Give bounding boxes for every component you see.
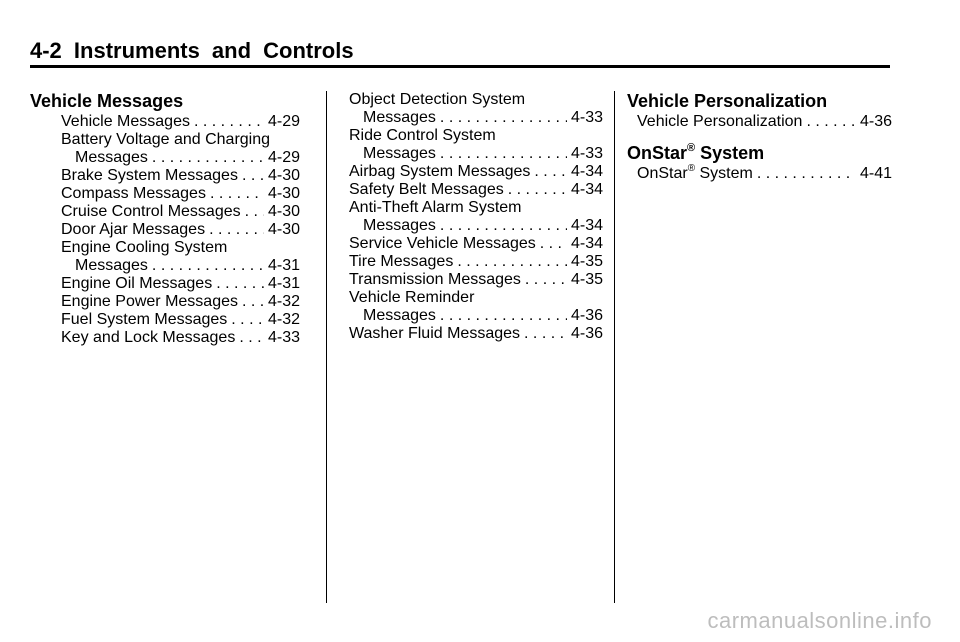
toc-entry[interactable] — [349, 109, 603, 127]
header-rule — [30, 65, 890, 68]
toc-entry-page: 4-30 — [267, 185, 300, 202]
toc-entry-page: 4-34 — [570, 235, 603, 252]
toc-entry[interactable] — [349, 181, 603, 199]
column-divider-2 — [614, 91, 615, 603]
label-text-rest: System — [695, 165, 753, 182]
toc-entry-page: 4-30 — [267, 203, 300, 220]
dot-leader — [194, 113, 264, 131]
label-text: OnStar — [637, 165, 688, 182]
toc-entry[interactable] — [61, 293, 300, 311]
toc-entry-label: Messages — [75, 149, 148, 166]
dot-leader — [210, 185, 264, 203]
toc-column-1 — [30, 91, 300, 347]
toc-entry-page: 4-41 — [859, 165, 892, 182]
toc-entry-label: Cruise Control Messages — [61, 203, 241, 220]
toc-entry[interactable] — [61, 113, 300, 131]
dot-leader — [457, 253, 567, 271]
dot-leader — [440, 145, 567, 163]
toc-entry-label-line1: Vehicle Reminder — [349, 289, 475, 306]
toc-entry-label: Safety Belt Messages — [349, 181, 504, 198]
dot-leader — [239, 329, 264, 347]
toc-entry-label: Brake System Messages — [61, 167, 238, 184]
dot-leader — [540, 235, 567, 253]
toc-entry-label — [637, 162, 753, 183]
toc-entry[interactable] — [61, 311, 300, 329]
toc-entry-page: 4-33 — [570, 145, 603, 162]
toc-entry-label: Engine Power Messages — [61, 293, 238, 310]
dot-leader — [508, 181, 567, 199]
toc-entry[interactable] — [349, 163, 603, 181]
toc-entry-page: 4-33 — [570, 109, 603, 126]
watermark: carmanualsonline.info — [707, 608, 932, 633]
toc-list-vehicle-messages — [61, 113, 300, 347]
toc-column-2 — [349, 91, 603, 343]
dot-leader — [440, 307, 567, 325]
dot-leader — [216, 275, 264, 293]
toc-entry-label: Key and Lock Messages — [61, 329, 236, 346]
toc-entry[interactable] — [349, 253, 603, 271]
dot-leader — [209, 221, 264, 239]
toc-entry[interactable] — [61, 221, 300, 239]
toc-entry-page: 4-30 — [267, 221, 300, 238]
toc-entry[interactable] — [637, 162, 892, 183]
toc-entry[interactable] — [349, 217, 603, 235]
toc-entry-page: 4-35 — [570, 253, 603, 270]
toc-entry-label-line1: Battery Voltage and Charging — [61, 131, 271, 148]
toc-entry-page: 4-36 — [570, 307, 603, 324]
toc-entry-page: 4-29 — [267, 113, 300, 130]
toc-entry-page: 4-29 — [267, 149, 300, 166]
toc-entry-label: Messages — [363, 217, 436, 234]
dot-leader — [534, 163, 567, 181]
toc-entry-page: 4-32 — [267, 293, 300, 310]
toc-list-onstar-system — [637, 162, 892, 183]
section-heading-onstar-system — [627, 143, 892, 164]
dot-leader — [242, 167, 264, 185]
toc-entry-label: Fuel System Messages — [61, 311, 228, 328]
dot-leader — [231, 311, 264, 329]
toc-entry-page: 4-36 — [570, 325, 603, 342]
toc-entry-label: Transmission Messages — [349, 271, 521, 288]
toc-entry-label: Messages — [75, 257, 148, 274]
section-heading-vehicle-personalization: Vehicle Personalization — [627, 91, 828, 111]
dot-leader — [152, 257, 264, 275]
toc-entry-label: Tire Messages — [349, 253, 454, 270]
toc-entry[interactable] — [61, 167, 300, 185]
toc-entry-label-line1: Anti-Theft Alarm System — [349, 199, 522, 216]
toc-entry-page: 4-34 — [570, 163, 603, 180]
dot-leader — [152, 149, 264, 167]
column-divider-1 — [326, 91, 327, 603]
registered-mark: ® — [687, 142, 696, 154]
dot-leader — [525, 271, 567, 289]
dot-leader — [757, 165, 856, 183]
toc-entry-label: Service Vehicle Messages — [349, 235, 536, 252]
toc-entry-label-line1: Ride Control System — [349, 127, 496, 144]
toc-entry-page: 4-31 — [267, 275, 300, 292]
toc-entry-page: 4-36 — [859, 113, 892, 130]
dot-leader — [242, 293, 264, 311]
dot-leader — [245, 203, 264, 221]
toc-entry-page: 4-30 — [267, 167, 300, 184]
toc-entry-page: 4-35 — [570, 271, 603, 288]
toc-entry[interactable] — [61, 185, 300, 203]
toc-entry[interactable] — [61, 329, 300, 347]
toc-entry[interactable] — [349, 307, 603, 325]
toc-entry[interactable] — [349, 271, 603, 289]
heading-text-rest: System — [695, 143, 765, 163]
toc-entry-label: Airbag System Messages — [349, 163, 531, 180]
toc-entry[interactable] — [61, 203, 300, 221]
toc-entry[interactable] — [61, 257, 300, 275]
toc-entry-label: Engine Oil Messages — [61, 275, 213, 292]
heading-text: OnStar — [627, 143, 688, 163]
toc-entry[interactable] — [349, 235, 603, 253]
registered-mark: ® — [687, 162, 696, 174]
dot-leader — [440, 217, 567, 235]
toc-entry-label-line1: Object Detection System — [349, 91, 526, 108]
toc-entry[interactable] — [349, 325, 603, 343]
toc-entry-label: Washer Fluid Messages — [349, 325, 521, 342]
dot-leader — [524, 325, 567, 343]
section-heading-vehicle-messages: Vehicle Messages — [30, 91, 184, 111]
toc-entry-page: 4-33 — [267, 329, 300, 346]
toc-entry-label: Door Ajar Messages — [61, 221, 206, 238]
toc-entry[interactable] — [61, 275, 300, 293]
dot-leader — [806, 113, 856, 131]
toc-entry-label-line1: Engine Cooling System — [61, 239, 228, 256]
toc-entry-page: 4-31 — [267, 257, 300, 274]
toc-entry-label: Compass Messages — [61, 185, 206, 202]
toc-entry-label: Messages — [363, 109, 436, 126]
toc-list-vehicle-personalization — [637, 113, 892, 131]
toc-entry[interactable] — [349, 145, 603, 163]
toc-entry-label: Messages — [363, 307, 436, 324]
toc-entry-page: 4-34 — [570, 217, 603, 234]
toc-column-3 — [627, 91, 892, 183]
toc-list-vehicle-messages-continued — [349, 91, 603, 343]
toc-entry[interactable] — [61, 149, 300, 167]
toc-entry-label: Vehicle Messages — [61, 113, 190, 130]
dot-leader — [440, 109, 567, 127]
page-title: 4-2 Instruments and Controls — [30, 38, 354, 63]
toc-entry[interactable] — [637, 113, 892, 131]
toc-entry-page: 4-34 — [570, 181, 603, 198]
toc-entry-page: 4-32 — [267, 311, 300, 328]
toc-entry-label: Messages — [363, 145, 436, 162]
toc-entry-label: Vehicle Personalization — [637, 113, 803, 130]
